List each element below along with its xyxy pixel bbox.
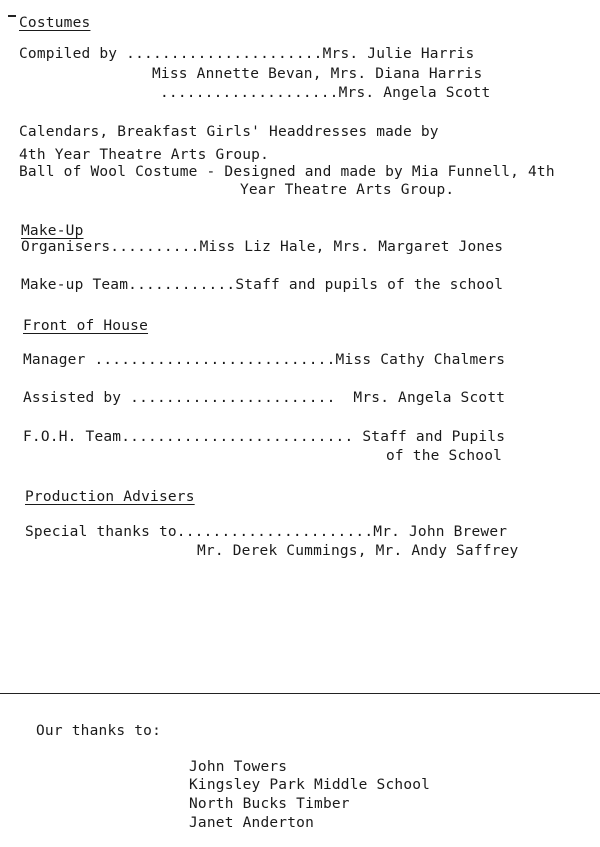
compiled-by-line: Compiled by ......................Mrs. Julie Harris: [19, 46, 475, 62]
calendars-line-2: 4th Year Theatre Arts Group.: [19, 147, 270, 163]
stray-mark: [8, 15, 16, 17]
makeup-organisers-line: Organisers..........Miss Liz Hale, Mrs. Margaret Jones: [21, 239, 504, 255]
section-heading-production-advisers: Production Advisers: [25, 489, 195, 505]
section-heading-makeup: Make-Up: [21, 223, 84, 239]
compiled-by-line-2: Miss Annette Bevan, Mrs. Diana Harris: [152, 66, 483, 82]
manager-line: Manager ...........................Miss Cathy Chalmers: [23, 352, 506, 368]
assisted-by-line: Assisted by ....................... Mrs. Angela Scott: [23, 390, 506, 406]
calendars-line-1: Calendars, Breakfast Girls' Headdresses made by: [19, 124, 439, 140]
wool-costume-line-2: Year Theatre Arts Group.: [240, 182, 455, 198]
wool-costume-line-1: Ball of Wool Costume - Designed and made by Mia Funnell, 4th: [19, 164, 555, 180]
foh-team-line-2: of the School: [386, 448, 503, 464]
compiled-by-line-3: ....................Mrs. Angela Scott: [160, 85, 491, 101]
divider-rule: [0, 693, 600, 694]
thanks-name: John Towers: [189, 759, 288, 775]
our-thanks-label: Our thanks to:: [36, 723, 162, 739]
thanks-name: Kingsley Park Middle School: [189, 777, 431, 793]
makeup-team-line: Make-up Team............Staff and pupils of the school: [21, 277, 504, 293]
thanks-name: North Bucks Timber: [189, 796, 350, 812]
section-heading-costumes: Costumes: [19, 15, 91, 31]
thanks-name: Janet Anderton: [189, 815, 315, 831]
section-heading-front-of-house: Front of House: [23, 318, 149, 334]
special-thanks-line-2: Mr. Derek Cummings, Mr. Andy Saffrey: [197, 543, 519, 559]
foh-team-line: F.O.H. Team.......................... Staff and Pupils: [23, 429, 506, 445]
special-thanks-line: Special thanks to......................Mr. John Brewer: [25, 524, 508, 540]
